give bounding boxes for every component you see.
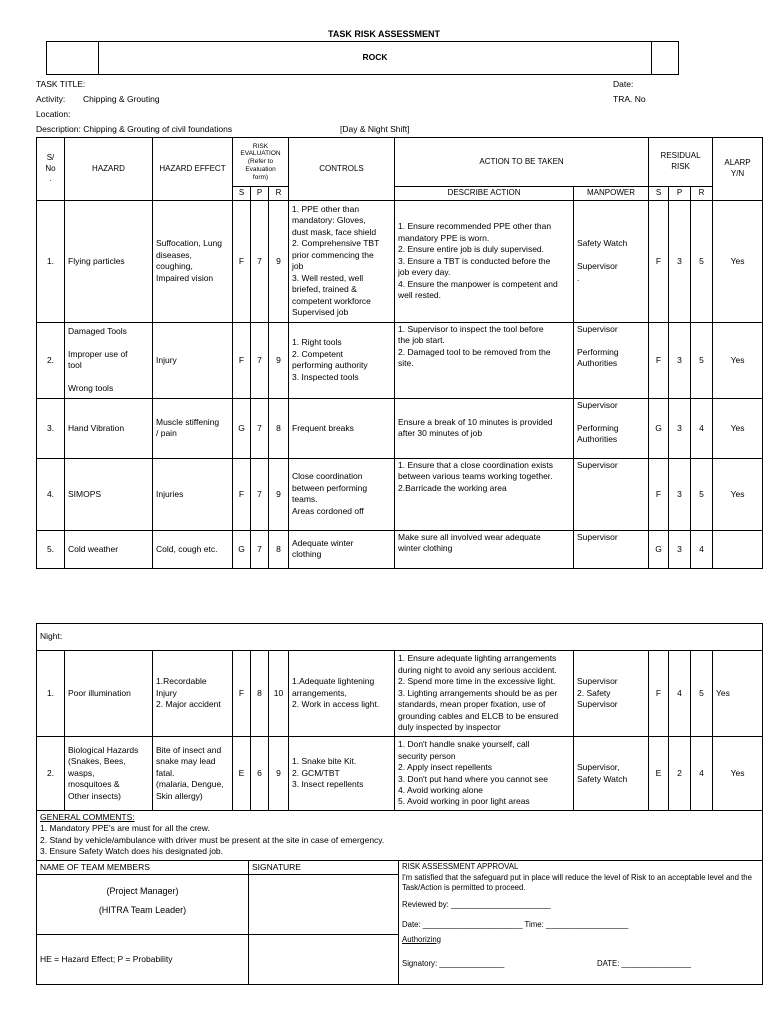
row-number: 3. (37, 398, 65, 458)
hazard-cell: Biological Hazards (Snakes, Bees, wasps, mosquitoes & Other insects) (65, 737, 153, 811)
date-label: Date: (613, 79, 634, 89)
r-cell: 9 (269, 322, 289, 398)
p-cell: 8 (251, 651, 269, 737)
action-cell: 1. Ensure recommended PPE other than mandatory PPE is worn. 2. Ensure entire job is duly supervised. 3. Ensure a TBT is conducted before the job every day. 4. Ensure the manpower is competent and well rested. (395, 200, 574, 322)
approval-box (399, 861, 763, 985)
p-cell: 7 (251, 322, 269, 398)
approval-text: I'm satisfied that the safeguard put in place will reduce the level of Risk to an acceptable level and the Task/Action is permitted to proceed. (402, 872, 752, 893)
action-cell: Make sure all involved wear adequate winter clothing (395, 530, 574, 568)
residual-s-cell: E (649, 737, 669, 811)
col-s: S (233, 187, 251, 201)
activity-value: Chipping & Grouting (83, 94, 160, 104)
residual-s-cell: G (649, 398, 669, 458)
residual-p-cell: 2 (669, 737, 691, 811)
r-cell: 9 (269, 200, 289, 322)
residual-s-cell: F (649, 200, 669, 322)
s-cell: E (233, 737, 251, 811)
comment-item: 3. Ensure Safety Watch does his designated job. (40, 846, 224, 857)
hazard-effect-cell: Injuries (153, 458, 233, 530)
r-cell: 9 (269, 737, 289, 811)
residual-s-cell: F (649, 651, 669, 737)
signature-cell-2[interactable] (249, 935, 399, 985)
col-residual-r: R (691, 187, 713, 201)
general-comments (37, 811, 763, 861)
col-alarp: ALARP Y/N (713, 138, 763, 201)
project-manager-label: (Project Manager) (106, 886, 179, 897)
r-cell: 8 (269, 398, 289, 458)
table-row (37, 737, 763, 811)
signature-header: SIGNATURE (249, 861, 399, 875)
reviewed-by-field[interactable]: Reviewed by: _______________________ (402, 899, 551, 909)
col-residual-s: S (649, 187, 669, 201)
row-number: 1. (37, 200, 65, 322)
col-residual-p: P (669, 187, 691, 201)
team-members-header: NAME OF TEAM MEMBERS (37, 861, 249, 875)
alarp-cell: Yes (713, 398, 763, 458)
date-time-field[interactable]: Date: _______________________ Time: ___________________ (402, 920, 629, 930)
s-cell: F (233, 200, 251, 322)
night-table (36, 623, 763, 861)
s-cell: F (233, 458, 251, 530)
residual-p-cell: 3 (669, 530, 691, 568)
description-label: Description: Chipping & Grouting of civil foundations (36, 124, 233, 134)
col-p: P (251, 187, 269, 201)
s-cell: F (233, 651, 251, 737)
row-number: 2. (37, 737, 65, 811)
col-controls: CONTROLS (289, 138, 395, 201)
header-box (46, 41, 679, 75)
residual-s-cell: G (649, 530, 669, 568)
r-cell: 9 (269, 458, 289, 530)
p-cell: 7 (251, 398, 269, 458)
hazard-effect-cell: 1.Recordable Injury 2. Major accident (153, 651, 233, 737)
manpower-cell: Supervisor, Safety Watch (574, 737, 649, 811)
approval-title: RISK ASSESSMENT APPROVAL (402, 862, 519, 871)
hazard-cell: Poor illumination (65, 651, 153, 737)
action-cell: Ensure a break of 10 minutes is provided after 30 minutes of job (395, 398, 574, 458)
legend-cell: HE = Hazard Effect; P = Probability (37, 935, 249, 985)
night-label: Night: (37, 624, 763, 651)
team-members-cell (37, 875, 249, 935)
authorizing-label: Authorizing (402, 934, 442, 944)
tra-no-label: TRA. No (613, 94, 646, 104)
s-cell: G (233, 398, 251, 458)
controls-cell: 1.Adequate lightening arrangements, 2. Work in access light. (289, 651, 395, 737)
table-row (37, 458, 763, 530)
p-cell: 6 (251, 737, 269, 811)
hazard-effect-cell: Suffocation, Lung diseases, coughing, Impaired vision (153, 200, 233, 322)
header-box-right (652, 42, 679, 75)
controls-cell: 1. Snake bite Kit. 2. GCM/TBT 3. Insect repellents (289, 737, 395, 811)
action-cell: 1. Supervisor to inspect the tool before the job start. 2. Damaged tool to be removed from the site. (395, 322, 574, 398)
row-number: 4. (37, 458, 65, 530)
activity-label: Activity: (36, 94, 66, 104)
action-cell: 1. Ensure that a close coordination exists between various teams working together. 2.Barricade the working area (395, 458, 574, 530)
s-cell: F (233, 322, 251, 398)
col-hazard: HAZARD (65, 138, 153, 201)
residual-p-cell: 3 (669, 200, 691, 322)
hazard-cell: Cold weather (65, 530, 153, 568)
comment-item: 1. Mandatory PPE's are must for all the crew. (40, 823, 210, 834)
controls-cell: Frequent breaks (289, 398, 395, 458)
controls-cell: 1. PPE other than mandatory: Gloves, dust mask, face shield 2. Comprehensive TBT prior commencing the job 3. Well rested, well briefed, trained & competent workforce Supervised job (289, 200, 395, 322)
alarp-cell (713, 530, 763, 568)
r-cell: 10 (269, 651, 289, 737)
manpower-cell: Safety Watch Supervisor . (574, 200, 649, 322)
document-title: TASK RISK ASSESSMENT (327, 29, 440, 39)
hazard-cell: Damaged Tools Improper use of tool Wrong tools (65, 322, 153, 398)
col-sno: S/ No . (37, 138, 65, 201)
row-number: 5. (37, 530, 65, 568)
controls-cell: Close coordination between performing teams. Areas cordoned off (289, 458, 395, 530)
col-hazard-effect: HAZARD EFFECT (153, 138, 233, 201)
risk-table (36, 137, 763, 569)
hazard-cell: Flying particles (65, 200, 153, 322)
signatory-field[interactable]: Signatory: _______________ (402, 959, 505, 969)
table-row (37, 530, 763, 568)
residual-r-cell: 5 (691, 322, 713, 398)
residual-r-cell: 5 (691, 200, 713, 322)
alarp-cell: Yes (713, 322, 763, 398)
col-action: ACTION TO BE TAKEN (395, 138, 649, 187)
task-title-label: TASK TITLE: (36, 79, 86, 89)
residual-r-cell: 5 (691, 458, 713, 530)
location-label: Location: (36, 109, 71, 119)
residual-p-cell: 3 (669, 458, 691, 530)
manpower-cell: Supervisor Performing Authorities (574, 322, 649, 398)
general-comments-title: GENERAL COMMENTS: (40, 812, 135, 822)
table-row (37, 322, 763, 398)
manpower-cell: Supervisor (574, 530, 649, 568)
p-cell: 7 (251, 530, 269, 568)
alarp-cell: Yes (713, 458, 763, 530)
hazard-effect-cell: Injury (153, 322, 233, 398)
hazard-cell: Hand Vibration (65, 398, 153, 458)
residual-r-cell: 5 (691, 651, 713, 737)
hazard-effect-cell: Cold, cough etc. (153, 530, 233, 568)
header-box-title: ROCK (99, 42, 652, 75)
controls-cell: Adequate winter clothing (289, 530, 395, 568)
col-r: R (269, 187, 289, 201)
residual-p-cell: 3 (669, 322, 691, 398)
residual-r-cell: 4 (691, 530, 713, 568)
hazard-effect-cell: Bite of insect and snake may lead fatal. (malaria, Dengue, Skin allergy) (153, 737, 233, 811)
r-cell: 8 (269, 530, 289, 568)
action-cell: 1. Ensure adequate lighting arrangements during night to avoid any serious accident. 2. Spend more time in the excessive light. 3. Lighting arrangements should be as per standards, mean proper fixation, use of grounding cables and ELCB to be ensured duly inspected by inspector (395, 651, 574, 737)
hazard-cell: SIMOPS (65, 458, 153, 530)
manpower-cell: Supervisor (574, 458, 649, 530)
alarp-cell: Yes (713, 737, 763, 811)
alarp-cell: Yes (713, 651, 763, 737)
p-cell: 7 (251, 458, 269, 530)
manpower-cell: Supervisor Performing Authorities (574, 398, 649, 458)
signoff-table (36, 860, 763, 985)
controls-cell: 1. Right tools 2. Competent performing authority 3. Inspected tools (289, 322, 395, 398)
hitra-leader-label: (HITRA Team Leader) (98, 904, 187, 915)
approval-date-field[interactable]: DATE: ________________ (597, 959, 691, 969)
p-cell: 7 (251, 200, 269, 322)
header-box-left (47, 42, 99, 75)
action-cell: 1. Don't handle snake yourself, call security person 2. Apply insect repellents 3. Don't put hand where you cannot see 4. Avoid working alone 5. Avoid working in poor light areas (395, 737, 574, 811)
residual-s-cell: F (649, 458, 669, 530)
signature-cell[interactable] (249, 875, 399, 935)
residual-s-cell: F (649, 322, 669, 398)
comment-item: 2. Stand by vehicle/ambulance with driver must be present at the site in case of emergency. (40, 834, 385, 845)
table-row (37, 398, 763, 458)
manpower-cell: Supervisor 2. Safety Supervisor (574, 651, 649, 737)
col-describe-action: DESCRIBE ACTION (395, 187, 574, 201)
hazard-effect-cell: Muscle stiffening / pain (153, 398, 233, 458)
row-number: 1. (37, 651, 65, 737)
residual-r-cell: 4 (691, 737, 713, 811)
row-number: 2. (37, 322, 65, 398)
residual-p-cell: 4 (669, 651, 691, 737)
col-risk-evaluation: RISK EVALUATION (Refer to Evaluation form) (233, 138, 289, 187)
alarp-cell: Yes (713, 200, 763, 322)
col-residual-risk: RESIDUAL RISK (649, 138, 713, 187)
table-row (37, 651, 763, 737)
shift-label: [Day & Night Shift] (340, 124, 410, 134)
residual-r-cell: 4 (691, 398, 713, 458)
col-manpower: MANPOWER (574, 187, 649, 201)
table-row (37, 200, 763, 322)
residual-p-cell: 3 (669, 398, 691, 458)
s-cell: G (233, 530, 251, 568)
